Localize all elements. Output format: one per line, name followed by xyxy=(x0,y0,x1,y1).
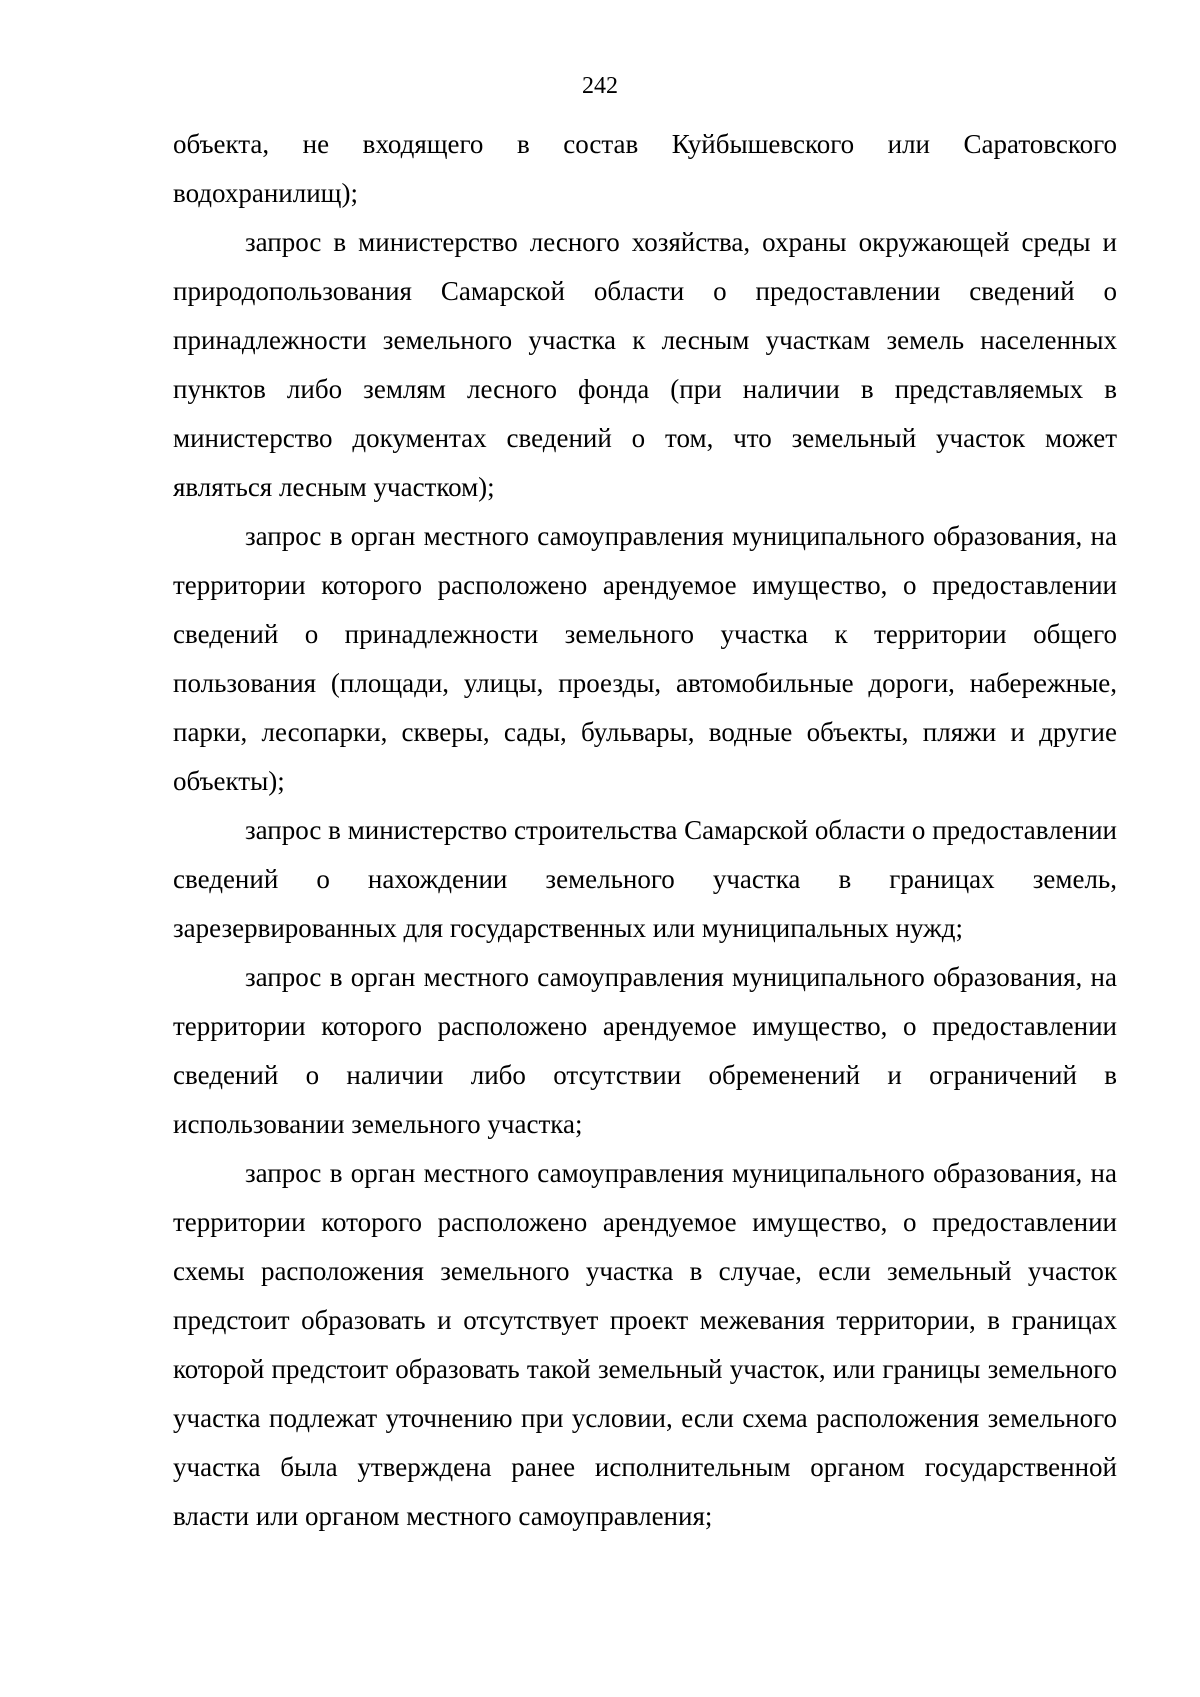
paragraph-6: запрос в орган местного самоуправления муниципального образования, на территории которого расположено арендуемое имущество, о предоставлении схемы расположения земельного участка в случае, если земельный участок предстоит образовать и отсутствует проект межевания территории, в границах которой предстоит образовать такой земельный участок, или границы земельного участка подлежат уточнению при условии, если схема расположения земельного участка была утверждена ранее исполнительным органом государственной власти или органом местного самоуправления; xyxy=(173,1158,1117,1531)
paragraph-1: объекта, не входящего в состав Куйбышевского или Саратовского водохранилищ); xyxy=(173,129,1117,208)
paragraph-5: запрос в орган местного самоуправления муниципального образования, на территории которого расположено арендуемое имущество, о предоставлении сведений о наличии либо отсутствии обременений и ограничений в использовании земельного участка; xyxy=(173,962,1117,1139)
page-number: 242 xyxy=(582,73,618,99)
paragraph-3: запрос в орган местного самоуправления муниципального образования, на территории которого расположено арендуемое имущество, о предоставлении сведений о принадлежности земельного участка к территории общего пользования (площади, улицы, проезды, автомобильные дороги, набережные, парки, лесопарки, скверы, сады, бульвары, водные объекты, пляжи и другие объекты); xyxy=(173,521,1117,796)
paragraph-4: запрос в министерство строительства Самарской области о предоставлении сведений о нахождении земельного участка в границах земель, зарезервированных для государственных или муниципальных нужд; xyxy=(173,815,1117,943)
paragraph-2: запрос в министерство лесного хозяйства, охраны окружающей среды и природопользования Самарской области о предоставлении сведений о принадлежности земельного участка к лесным участкам земель населенных пунктов либо землям лесного фонда (при наличии в представляемых в министерство документах сведений о том, что земельный участок может являться лесным участком); xyxy=(173,227,1117,502)
document-body xyxy=(173,120,1117,1541)
